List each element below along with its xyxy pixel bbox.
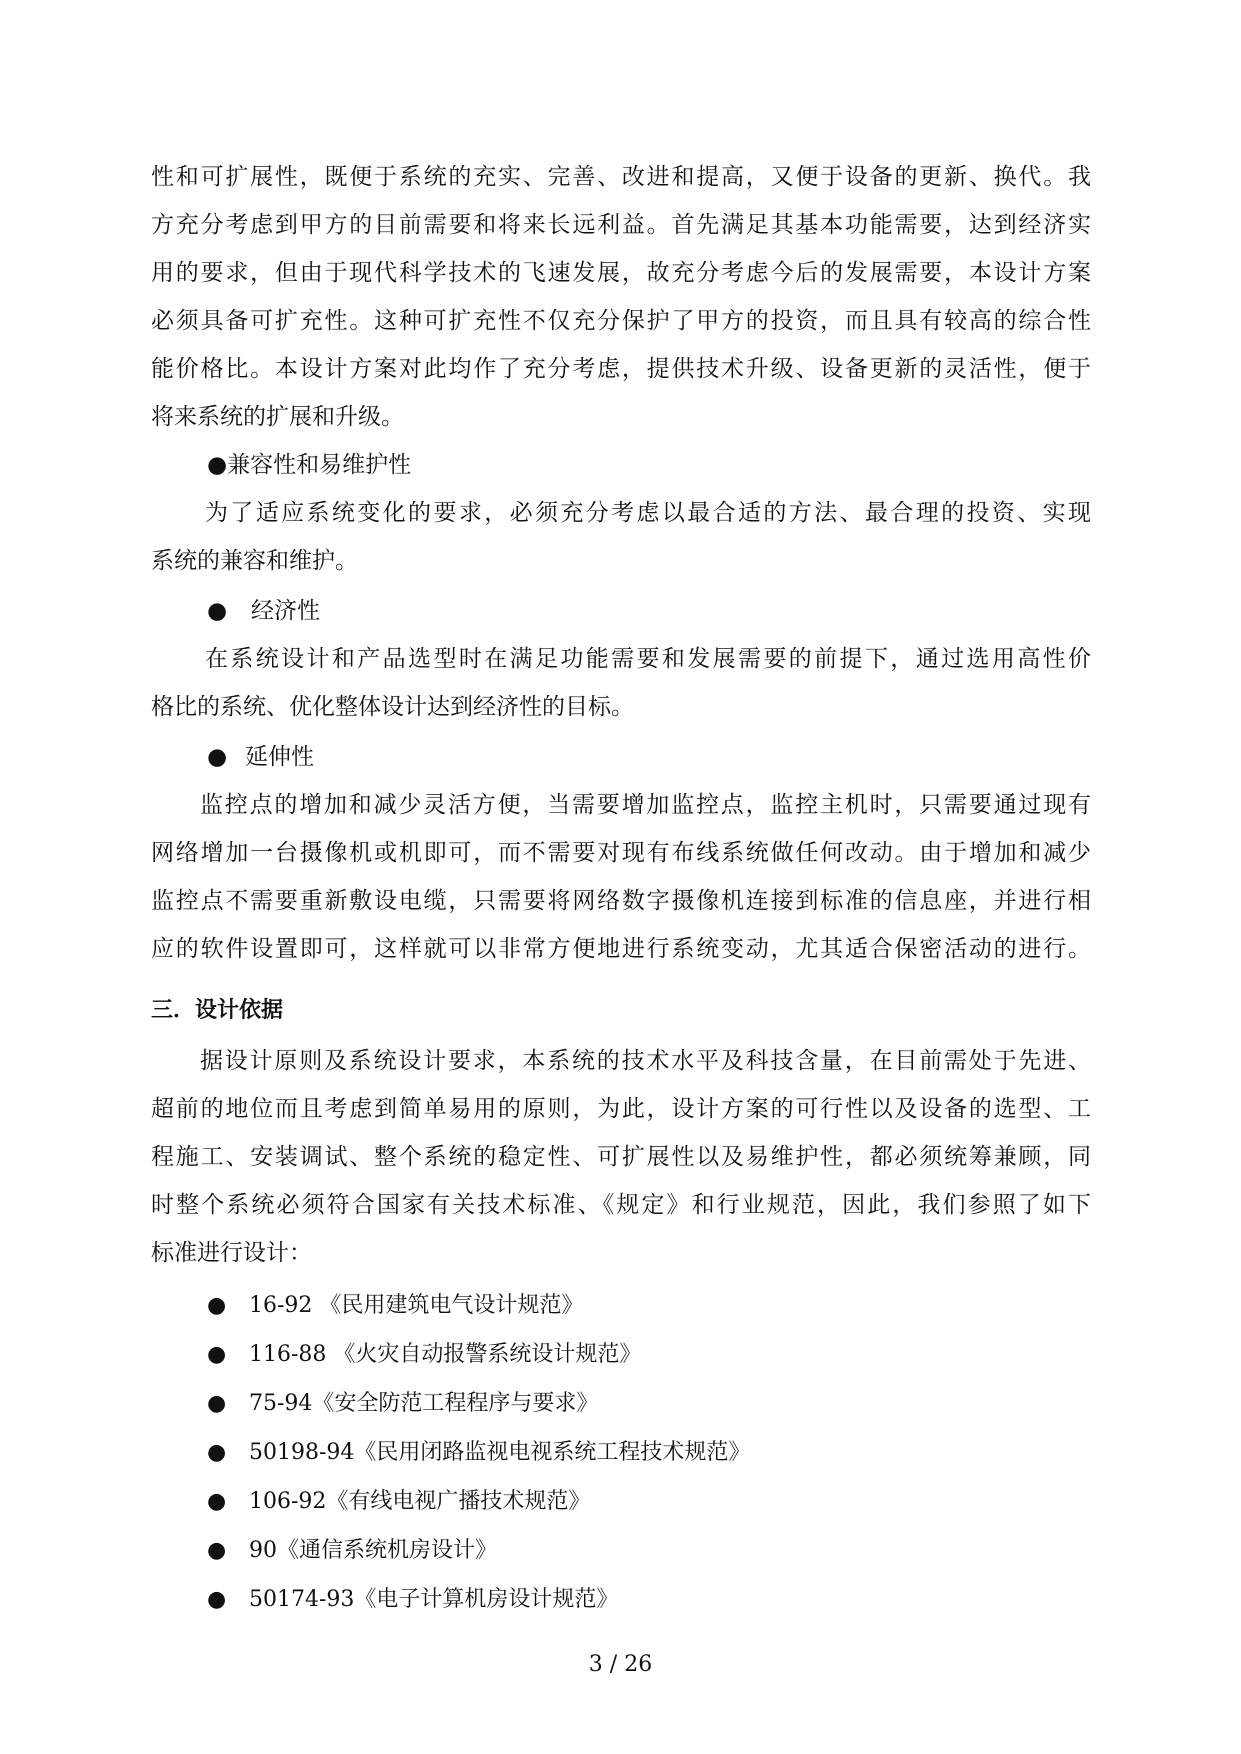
section-heading: 三．设计依据 xyxy=(151,998,284,1023)
bullet-dot-icon: ● xyxy=(207,1342,227,1367)
paragraph-line: 方充分考虑到甲方的目前需要和将来长远利益。首先满足其基本功能需要，达到经济实 xyxy=(151,212,1091,238)
bullet-dot-icon: ● xyxy=(207,744,228,770)
paragraph-line: 据设计原则及系统设计要求，本系统的技术水平及科技含量，在目前需处于先进、 xyxy=(200,1048,1091,1074)
bullet-dot-icon: ● xyxy=(207,598,228,624)
bullet-dot-icon: ● xyxy=(207,1538,227,1563)
standard-text: 75-94《安全防范工程程序与要求》 xyxy=(249,1391,599,1416)
bullet-dot-icon: ● xyxy=(207,1391,227,1416)
paragraph-line: 程施工、安装调试、整个系统的稳定性、可扩展性以及易维护性，都必须统筹兼顾，同 xyxy=(151,1144,1091,1170)
page-number: 3 / 26 xyxy=(588,1652,653,1677)
paragraph-line: 超前的地位而且考虑到简单易用的原则，为此，设计方案的可行性以及设备的选型、工 xyxy=(151,1096,1091,1122)
paragraph-line: 时整个系统必须符合国家有关技术标准、《规定》和行业规范，因此，我们参照了如下 xyxy=(151,1192,1091,1218)
paragraph-line: 系统的兼容和维护。 xyxy=(151,548,358,574)
standard-text: 16-92 《民用建筑电气设计规范》 xyxy=(249,1293,584,1318)
standard-text: 116-88 《火灾自动报警系统设计规范》 xyxy=(249,1342,642,1367)
paragraph-line: 为了适应系统变化的要求，必须充分考虑以最合适的方法、最合理的投资、实现 xyxy=(205,500,1091,526)
standard-text: 90《通信系统机房设计》 xyxy=(249,1538,497,1563)
standard-text: 106-92《有线电视广播技术规范》 xyxy=(249,1489,591,1514)
paragraph-line: 在系统设计和产品选型时在满足功能需要和发展需要的前提下，通过选用高性价 xyxy=(205,646,1091,672)
bullet-dot-icon: ● xyxy=(207,1587,227,1612)
paragraph-line: 网络增加一台摄像机或机即可，而不需要对现有布线系统做任何改动。由于增加和减少 xyxy=(151,840,1091,866)
paragraph-line: 格比的系统、优化整体设计达到经济性的目标。 xyxy=(151,694,634,720)
paragraph-line: 标准进行设计： xyxy=(151,1240,312,1266)
bullet-dot-icon: ● xyxy=(207,1489,227,1514)
standard-text: 50174-93《电子计算机房设计规范》 xyxy=(249,1587,619,1612)
paragraph-line: 应的软件设置即可，这样就可以非常方便地进行系统变动，尤其适合保密活动的进行。 xyxy=(151,936,1091,962)
paragraph-line: 性和可扩展性，既便于系统的充实、完善、改进和提高，又便于设备的更新、换代。我 xyxy=(151,164,1091,190)
bullet-dot-icon: ● xyxy=(207,1440,227,1465)
paragraph-line: 用的要求，但由于现代科学技术的飞速发展，故充分考虑今后的发展需要，本设计方案 xyxy=(151,260,1091,286)
paragraph-line: 监控点的增加和减少灵活方便，当需要增加监控点，监控主机时，只需要通过现有 xyxy=(200,792,1091,818)
paragraph-line: 监控点不需要重新敷设电缆，只需要将网络数字摄像机连接到标准的信息座，并进行相 xyxy=(151,888,1091,914)
paragraph-line: 能价格比。本设计方案对此均作了充分考虑，提供技术升级、设备更新的灵活性，便于 xyxy=(151,356,1091,382)
standard-text: 50198-94《民用闭路监视电视系统工程技术规范》 xyxy=(249,1440,751,1465)
bullet-title: 经济性 xyxy=(251,598,320,624)
bullet-compatibility: ●兼容性和易维护性 xyxy=(207,452,412,478)
bullet-dot-icon: ● xyxy=(207,1293,227,1318)
bullet-economy xyxy=(207,596,320,626)
paragraph-line: 将来系统的扩展和升级。 xyxy=(151,404,404,430)
bullet-extensibility xyxy=(207,742,314,772)
bullet-title: 延伸性 xyxy=(245,744,314,770)
paragraph-line: 必须具备可扩充性。这种可扩充性不仅充分保护了甲方的投资，而且具有较高的综合性 xyxy=(151,308,1091,334)
